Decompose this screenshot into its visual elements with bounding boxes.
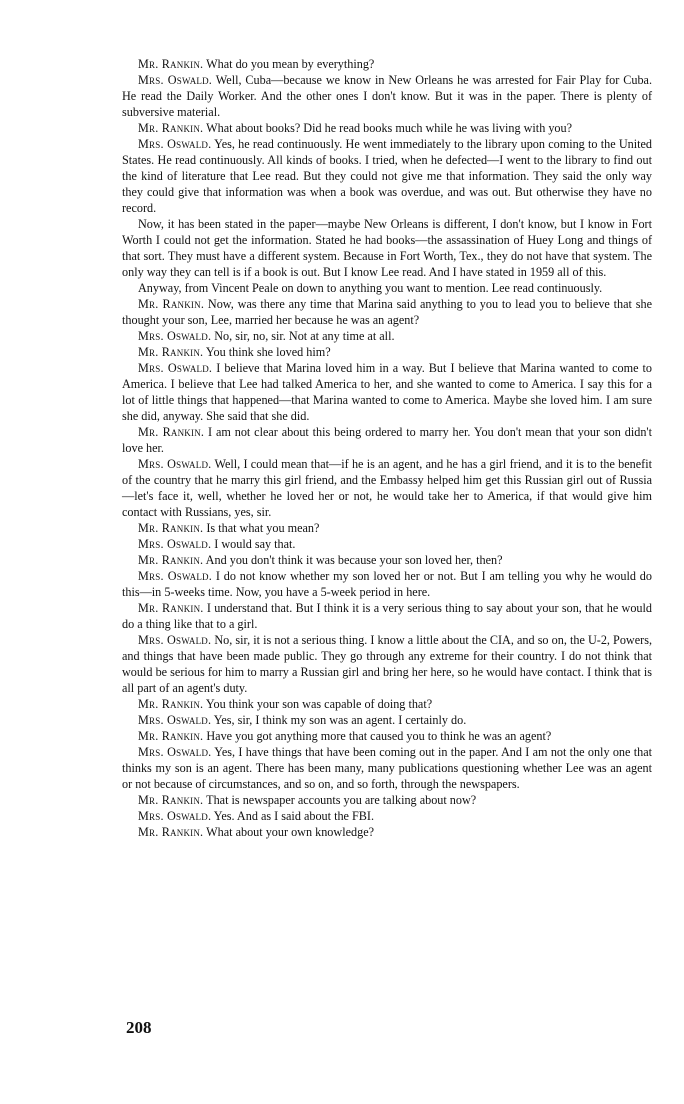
paragraph-text: I understand that. But I think it is a very serious thing to say about your son, that he would do a thing like that to a girl. [122, 601, 652, 631]
speaker-label: Mr. Rankin. [138, 825, 204, 839]
paragraph [122, 536, 652, 552]
paragraph-text: Yes, sir, I think my son was an agent. I certainly do. [211, 713, 467, 727]
paragraph [122, 808, 652, 824]
speaker-label: Mr. Rankin. [138, 297, 205, 311]
speaker-label: Mrs. Oswald. [138, 361, 213, 375]
paragraph [122, 280, 652, 296]
paragraph [122, 328, 652, 344]
paragraph-text: Have you got anything more that caused you to think he was an agent? [203, 729, 552, 743]
paragraph [122, 632, 652, 696]
paragraph [122, 552, 652, 568]
paragraph [122, 792, 652, 808]
paragraph [122, 600, 652, 632]
paragraph-text: Is that what you mean? [203, 521, 320, 535]
paragraph [122, 728, 652, 744]
paragraph-text: I do not know whether my son loved her or not. But I am telling you why he would do this—in 5-weeks time. Now, you have a 5-week period in here. [122, 569, 652, 599]
page-number: 208 [126, 1018, 152, 1037]
paragraph [122, 520, 652, 536]
paragraph [122, 712, 652, 728]
speaker-label: Mrs. Oswald. [138, 809, 212, 823]
speaker-label: Mrs. Oswald. [138, 569, 212, 583]
testimony-text [122, 56, 652, 840]
paragraph-text: Now, was there any time that Marina said anything to you to lead you to believe that she thought your son, Lee, married her because he was an agent? [122, 297, 652, 327]
speaker-label: Mrs. Oswald. [138, 633, 212, 647]
paragraph [122, 344, 652, 360]
paragraph-text: No, sir, it is not a serious thing. I know a little about the CIA, and so on, the U-2, Powers, and things that have been made public. They go through any extreme for their country. I do not think that would be serious for him to marry a Russian girl and bring her here, so he would have contact. I think that is all part of an agent's duty. [122, 633, 652, 695]
speaker-label: Mrs. Oswald. [138, 745, 212, 759]
speaker-label: Mrs. Oswald. [138, 137, 212, 151]
paragraph-text: Anyway, from Vincent Peale on down to anything you want to mention. Lee read continuously. [138, 281, 603, 295]
paragraph [122, 216, 652, 280]
speaker-label: Mr. Rankin. [138, 345, 204, 359]
speaker-label: Mrs. Oswald. [138, 73, 213, 87]
speaker-label: Mr. Rankin. [138, 729, 204, 743]
paragraph-text: And you don't think it was because your son loved her, then? [203, 553, 503, 567]
speaker-label: Mr. Rankin. [138, 553, 204, 567]
paragraph-text: That is newspaper accounts you are talking about now? [203, 793, 477, 807]
paragraph-text: Well, Cuba—because we know in New Orleans he was arrested for Fair Play for Cuba. He read the Daily Worker. And the other ones I don't know. But it was in the paper. There is plenty of subversive material. [122, 73, 652, 119]
paragraph-text: What about your own knowledge? [203, 825, 375, 839]
paragraph-text: What about books? Did he read books much while he was living with you? [203, 121, 573, 135]
speaker-label: Mr. Rankin. [138, 697, 204, 711]
speaker-label: Mrs. Oswald. [138, 713, 212, 727]
speaker-label: Mr. Rankin. [138, 121, 204, 135]
paragraph [122, 56, 652, 72]
speaker-label: Mr. Rankin. [138, 57, 204, 71]
paragraph [122, 696, 652, 712]
paragraph [122, 72, 652, 120]
paragraph-text: You think your son was capable of doing that? [203, 697, 433, 711]
paragraph [122, 296, 652, 328]
paragraph-text: Yes, I have things that have been coming out in the paper. And I am not the only one that thinks my son is an agent. There has been many, many publications questioning whether Lee was an agent or not because of circumstances, and so on, and so forth, through the newspapers. [122, 745, 652, 791]
paragraph [122, 456, 652, 520]
paragraph [122, 568, 652, 600]
paragraph [122, 424, 652, 456]
speaker-label: Mrs. Oswald. [138, 329, 212, 343]
paragraph [122, 120, 652, 136]
speaker-label: Mr. Rankin. [138, 601, 204, 615]
paragraph [122, 136, 652, 216]
paragraph-text: I believe that Marina loved him in a way. But I believe that Marina wanted to come to America. I believe that Lee had talked America to her, and she wanted to come to America. I say this for a lot of little things that happened—that Marina wanted to come to America. Maybe she loved him. I am sure she did, anyway. She said that she did. [122, 361, 652, 423]
speaker-label: Mr. Rankin. [138, 793, 204, 807]
paragraph-text: I would say that. [211, 537, 296, 551]
paragraph [122, 744, 652, 792]
speaker-label: Mr. Rankin. [138, 425, 205, 439]
paragraph-text: What do you mean by everything? [203, 57, 375, 71]
paragraph [122, 360, 652, 424]
paragraph-text: I am not clear about this being ordered to marry her. You don't mean that your son didn't love her. [122, 425, 652, 455]
paragraph-text: You think she loved him? [203, 345, 331, 359]
paragraph-text: Yes, he read continuously. He went immediately to the library upon coming to the United States. He read continuously. All kinds of books. I tried, when he defected—I went to the library to find out the kind of literature that Lee read. But they could not give me that information. They said the only way they could give that information was when a book was overdue, and was out. But otherwise they have no record. [122, 137, 653, 215]
paragraph-text: Well, I could mean that—if he is an agent, and he has a girl friend, and it is to the benefit of the country that he marry this girl friend, and the Embassy helped him get this Russian girl out of Russia—let's face it, well, whether he loved her or not, he would take her to America, if that would give him contact with Russians, yes, sir. [122, 457, 652, 519]
paragraph-text: Now, it has been stated in the paper—maybe New Orleans is different, I don't know, but I know in Fort Worth I could not get the information. Stated he had books—the assassination of Huey Long and things of that sort. They must have a different system. Because in Fort Worth, Tex., they do not have that system. The only way they can tell is if a book is out. But I know Lee read. And I have stated in 1959 all of this. [122, 217, 652, 279]
paragraph-text: No, sir, no, sir. Not at any time at all. [211, 329, 395, 343]
paragraph-text: Yes. And as I said about the FBI. [211, 809, 375, 823]
paragraph [122, 824, 652, 840]
speaker-label: Mrs. Oswald. [138, 457, 212, 471]
speaker-label: Mr. Rankin. [138, 521, 204, 535]
speaker-label: Mrs. Oswald. [138, 537, 212, 551]
